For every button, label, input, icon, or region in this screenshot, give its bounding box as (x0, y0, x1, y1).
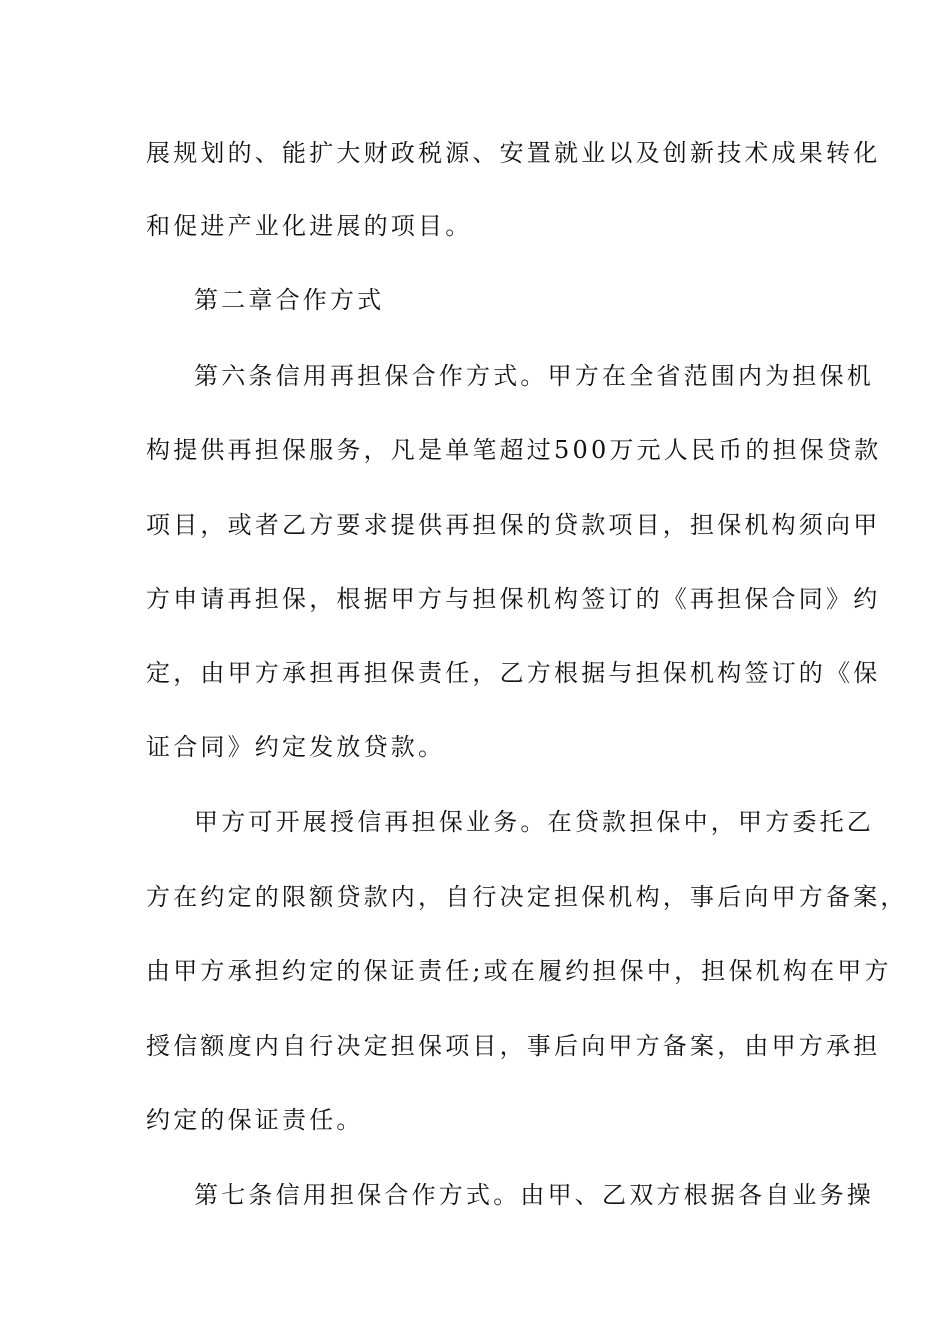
text-line: 展规划的、能扩大财政税源、安置就业以及创新技术成果转化 (146, 139, 881, 167)
text-line: 约定的保证责任。 (146, 1106, 364, 1134)
chapter-heading: 第二章合作方式 (194, 286, 385, 314)
text-line: 授信额度内自行决定担保项目，事后向甲方备案，由甲方承担 (146, 1032, 881, 1060)
text-line: 定，由甲方承担再担保责任，乙方根据与担保机构签订的《保 (146, 659, 881, 687)
text-line: 证合同》约定发放贷款。 (146, 733, 446, 761)
text-line: 方在约定的限额贷款内，自行决定担保机构，事后向甲方备案， (146, 883, 908, 911)
text-line: 构提供再担保服务，凡是单笔超过500万元人民币的担保贷款 (146, 436, 882, 464)
text-line: 由甲方承担约定的保证责任;或在履约担保中，担保机构在甲方 (146, 957, 892, 985)
text-line: 甲方可开展授信再担保业务。在贷款担保中，甲方委托乙 (194, 808, 874, 836)
text-line: 方申请再担保，根据甲方与担保机构签订的《再担保合同》约 (146, 585, 881, 613)
text-line: 项目，或者乙方要求提供再担保的贷款项目，担保机构须向甲 (146, 511, 881, 539)
text-line: 第七条信用担保合作方式。由甲、乙双方根据各自业务操 (194, 1181, 874, 1209)
text-line: 和促进产业化进展的项目。 (146, 212, 473, 240)
text-line: 第六条信用再担保合作方式。甲方在全省范围内为担保机 (194, 362, 874, 390)
